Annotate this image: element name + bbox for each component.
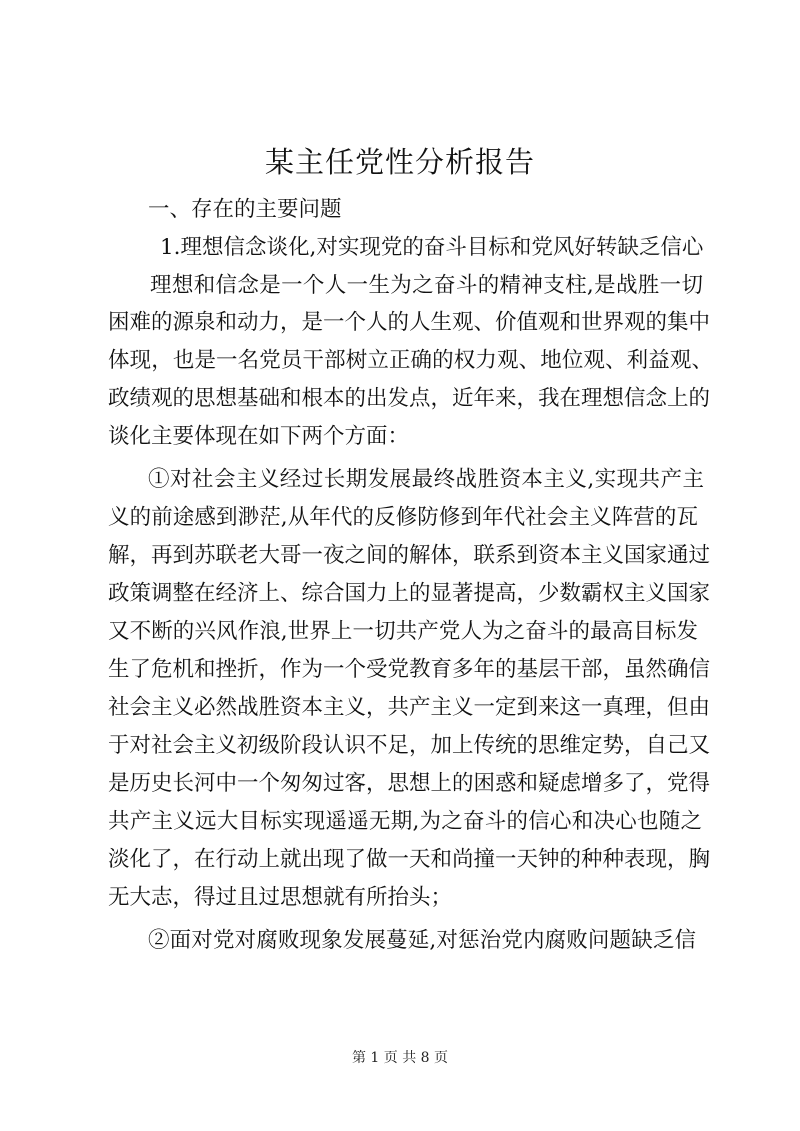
paragraph-line: 无大志，得过且过思想就有所抬头； (108, 885, 453, 910)
paragraph-line: 生了危机和挫折，作为一个受党教育多年的基层干部，虽然确信 (108, 657, 711, 682)
paragraph-line: 共产主义远大目标实现遥遥无期,为之奋斗的信心和决心也随之 (108, 809, 702, 834)
paragraph-line: ②面对党对腐败现象发展蔓延,对惩治党内腐败问题缺乏信 (148, 928, 696, 953)
subsection-heading: 1.理想信念谈化,对实现党的奋斗目标和党风好转缺乏信心 (160, 235, 704, 260)
page-footer: 第 1 页 共 8 页 (351, 1050, 449, 1066)
paragraph-line: ①对社会主义经过长期发展最终战胜资本主义,实现共产主 (148, 467, 704, 492)
paragraph-line: 于对社会主义初级阶段认识不足，加上传统的思维定势，自己又 (108, 733, 711, 758)
document-title: 某主任党性分析报告 (264, 145, 535, 179)
paragraph-line: 社会主义必然战胜资本主义，共产主义一定到来这一真理，但由 (108, 695, 711, 720)
paragraph-line: 是历史长河中一个匆匆过客，思想上的困惑和疑虑增多了，党得 (108, 771, 711, 796)
paragraph-line: 体现，也是一名党员干部树立正确的权力观、地位观、利益观、 (108, 348, 713, 373)
paragraph-line: 政策调整在经济上、综合国力上的显著提高，少数霸权主义国家 (108, 581, 711, 606)
paragraph-line: 义的前途感到渺茫,从年代的反修防修到年代社会主义阵营的瓦 (108, 505, 698, 530)
paragraph-line: 困难的源泉和动力，是一个人的人生观、价值观和世界观的集中 (108, 310, 711, 335)
section-heading: 一、存在的主要问题 (148, 197, 342, 222)
paragraph-line: 政绩观的思想基础和根本的出发点，近年来，我在理想信念上的 (108, 386, 711, 411)
paragraph-line: 谈化主要体现在如下两个方面： (108, 424, 410, 449)
paragraph-line: 理想和信念是一个人一生为之奋斗的精神支柱,是战胜一切 (150, 273, 703, 298)
paragraph-line: 淡化了，在行动上就出现了做一天和尚撞一天钟的种种表现，胸 (108, 847, 711, 872)
paragraph-line: 又不断的兴风作浪,世界上一切共产党人为之奋斗的最高目标发 (108, 619, 698, 644)
paragraph-line: 解，再到苏联老大哥一夜之间的解体，联系到资本主义国家通过 (108, 543, 711, 568)
